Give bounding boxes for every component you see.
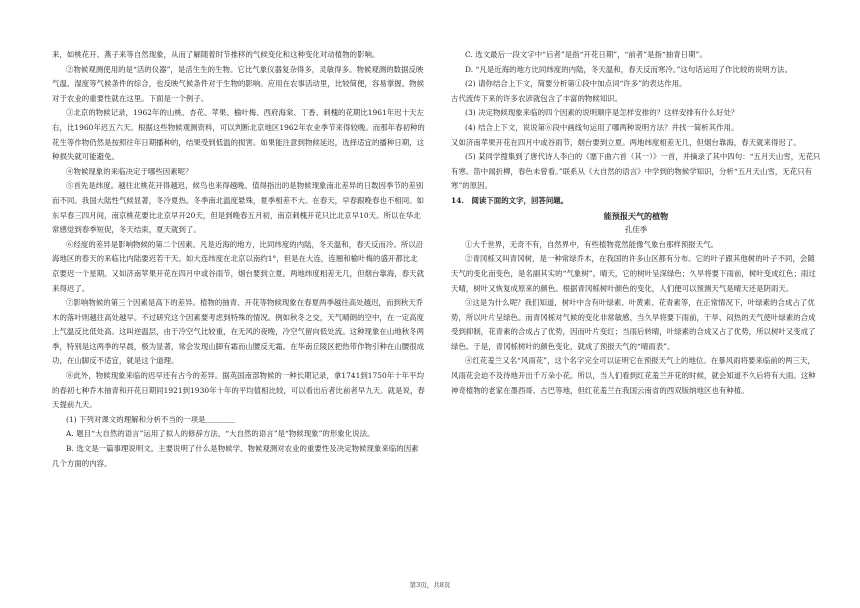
article-paragraph-1: ①大千世界，无奇不有，自然界中，有些植物竟然能像气象台那样预报天气。	[465, 239, 719, 249]
question-1-stem: (1) 下列对课文的理解和分析不当的一项是＿＿＿＿	[66, 414, 236, 424]
paragraph-5: ⑤首先是纬度。越往北桃花开得越迟，候鸟也来得越晚。值得指出的是物候现象南北差异的日数因季节的差别而不同。我国大陆性气候显著，冬冷夏热。冬季南北温度悬殊，夏季相差不大。在春天，早春跟晚春也不相同。如东早春三四月间，南京桃花要比北京早开20天，但是到晚春五月初，南京刺槐开花只比北京早10天。所以在华北常感觉到春季短促，冬天结束，夏天就到了。	[52, 181, 425, 235]
option-a: A. 题目“大自然的语言”运用了拟人的修辞方法，“大自然的语言”是“物候现象”的形象化说法。	[66, 429, 375, 439]
question-3: (3) 决定物候现象来临的四个因素的说明顺序是怎样安排的？这样安排有什么好处？	[465, 108, 739, 118]
article-paragraph-3: ③这是为什么呢？我们知道，树叶中含有叶绿素、叶黄素、花青素等，在正常情况下，叶绿素的合成占了优势，所以叶片呈绿色。而青冈栎对气候的变化非常敏感，当久旱将要下雨前，干旱、闷热的天气使叶绿素的合成受到抑制，花青素的合成占了优势，因而叶片变红；当雨后转晴，叶绿素的合成又占了优势，所以树叶又变成了绿色。于是，青冈栎树叶的颜色变化，就成了预报天气的“晴雨表”。	[451, 298, 816, 351]
article-title: 能预报天气的植物	[603, 210, 669, 221]
article-author: 孔佳季	[624, 225, 648, 235]
question-2: (2) 请你结合上下文，简要分析第①段中加点词“许多”的表达作用。	[465, 79, 687, 89]
question-14-heading: 14. 阅读下面的文字，回答问题。	[451, 195, 569, 205]
quoted-sentence: 古代流传下来的许多农谚就包含了丰富的物候知识。	[451, 93, 623, 103]
paragraph-2: ②物候观测使用的是“活的仪器”，是活生生的生物。它比气象仪器复杂得多，灵敏得多。物候观测的数据反映气温、湿度等气候条件的综合，也反映气候条件对于生物的影响。应用在农事活动里，比较简便，容易掌握。物候对于农业的重要性就在这里。下面是一个例子。	[52, 64, 425, 103]
underlined-sentence: 又如济南苹果开花在四月中或谷雨节，烟台要到立夏。两地纬度相差无几，但烟台靠海，春天就来得迟了。	[451, 137, 801, 147]
question-4: (4) 结合上下文，说说第⑥段中画线句运用了哪两种说明方法？并找一简析其作用。	[465, 122, 739, 132]
paragraph-3: ③北京的物候记录，1962年的山桃、杏花、苹果、榆叶梅、西府海棠、丁香、刺槐的花期比1961年迟十天左右，比1960年迟五六天。根据这些物候观测资料，可以判断北京地区1962年农业季节来得较晚。而那年春初种的花生等作物仍然是按照往年日期播种的，结果受到低温的损害。如果能注意到物候延迟，选择适宜的播种日期，这种损失就可能避免。	[52, 108, 425, 162]
paragraph-8: ⑧此外，物候现象来临的迟早还有古今的差异。据英国南部物候的一种长期记录，拿1741到1750年十年平均的春初七种乔木抽青和开花日期同1921到1930年十年的平均值相比较，可以看出后者比前者早九天。就是说，春天提前九天。	[52, 371, 425, 410]
right-column	[451, 48, 821, 398]
question-5: (5) 某同学搜集到了唐代诗人李白的《塞下曲六首（其一）》一首，并摘录了其中四句：“五月天山雪，无花只有寒。笛中闻折柳，春色未曾看。”联系从《大自然的语言》中学到的物候学知识，分析“五月天山雪，无花只有寒”的原因。	[451, 152, 821, 191]
paragraph-7: ⑦影响物候的第三个因素是高下的差异。植物的抽青、开花等物候现象在春夏两季越往高处越迟，而到秋天乔木的落叶则越往高处越早。不过研究这个因素要考虑到特殊的情况。例如秋冬之交，天气晴朗的空中，在一定高度上气温反比低处高。这叫逆温层，由于冷空气比较重，在无风的夜晚，冷空气留向低处流。这种现象在山地秋冬两季，特别是这两季的早晨，极为显著，常会发现山脚有霜而山腰反无霜。在华南丘陵区把热带作物引种在山腰很成功，在山脚反不适宜，就是这个道理。	[52, 298, 425, 366]
paragraph-4: ④物候现象的来临决定于哪些因素呢？	[66, 166, 193, 176]
left-column	[52, 48, 425, 471]
paragraph-6: ⑥经度的差异是影响物候的第二个因素。凡是近海的地方，比同纬度的内陆，冬天温和，春天反而冷。所以沿海地区的春天的来临比内陆要迟若干天。如大连纬度在北京以南约1°，但是在大连，连翘和榆叶梅的盛开都比北京要迟一个星期。又如济南苹果开花在四月中或谷雨节，烟台要到立夏。两地纬度相差无几，但烟台靠海，春天就来得迟了。	[52, 239, 425, 293]
article-paragraph-2: ②青冈栎又叫青冈树，是一种常绿乔木，在我国的许多山区都有分布。它的叶子跟其他树的叶子不同，会随天气的变化而变色，是名副其实的“气象树”。晴天，它的树叶呈深绿色；久旱将要下雨前，树叶变成红色；雨过天晴，树叶又恢复成原来的颜色。根据青冈栎树叶颜色的变化，人们便可以预测天气是晴天还是阴雨天。	[451, 254, 816, 293]
option-c: C. 选文最后一段文字中“后者”是指“开花日期”，“前者”是指“抽青日期”。	[465, 50, 707, 59]
option-d: D. “凡是近海的地方比同纬度的内陆，冬天温和，春天反而寒冷。”这句话运用了作比较的说明方法。	[465, 64, 793, 74]
article-paragraph-4: ④红花羞兰又名“风雨花”，这个名字完全可以证明它在预报天气上的地位。在暴风雨将要来临前的两三天，风雨花会迫不及待地开出千万朵小花。所以，当人们看到红花羞兰开花的时候，就会知道不久后将有大雨。这种神奇植物的老家在墨西哥、古巴等地，但红花羞兰在我国云南省的西双版纳地区也有种植。	[451, 356, 816, 395]
paragraph-continuation: 来，如桃花开、燕子来等自然现象，从而了解随着时节推移的气候变化和这种变化对动植物的影响。	[52, 50, 380, 59]
page-footer: 第3页，共8页	[409, 581, 451, 589]
option-b: B. 选文是一篇事理说明文。主要说明了什么是物候学、物候观测对农业的重要性及决定物候现象来临的因素几个方面的内容。	[52, 444, 419, 468]
